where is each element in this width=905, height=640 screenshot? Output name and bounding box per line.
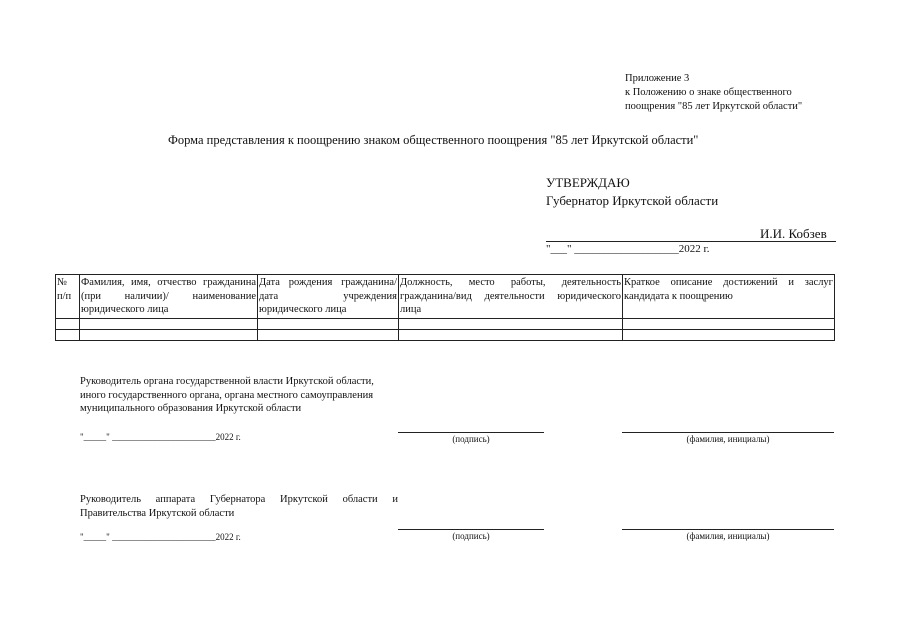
name-line: [622, 432, 834, 433]
name-caption: (фамилия, инициалы): [686, 531, 770, 541]
form-title: Форма представления к поощрению знаком общественного поощрения "85 лет Иркутской области": [168, 133, 699, 147]
header-birth-date: Дата рождения гражданина/ дата учреждения юридического лица: [258, 275, 399, 319]
nominee-table: [55, 274, 835, 341]
head-of-apparatus-text: Руководитель аппарата Губернатора Иркутской области и Правительства Иркутской области: [80, 494, 398, 519]
approve-word: УТВЕРЖДАЮ: [546, 175, 630, 190]
appendix-note: [625, 72, 802, 114]
signer-name: И.И. Кобзев: [760, 226, 827, 241]
header-position: Должность, место работы, деятельность гражданина/вид деятельности юридического лица: [399, 275, 623, 319]
name-line: [622, 529, 834, 530]
appendix-line-2: к Положению о знаке общественного: [625, 87, 792, 98]
table-header-row: [56, 275, 835, 319]
approval-signature-line: [546, 241, 836, 242]
appendix-line-1: Приложение 3: [625, 73, 690, 84]
table-row: [56, 329, 835, 340]
signature-line: [398, 432, 544, 433]
name-caption: (фамилия, инициалы): [686, 434, 770, 444]
signature-caption: (подпись): [452, 434, 490, 444]
head-of-authority-date: "_____" _______________________2022 г.: [80, 432, 241, 442]
approval-block: [546, 174, 718, 210]
approver-position: Губернатор Иркутской области: [546, 193, 719, 208]
header-achievements: Краткое описание достижений и заслуг кандидата к поощрению: [623, 275, 835, 319]
appendix-line-3: поощрения "85 лет Иркутской области": [625, 101, 803, 112]
signature-caption: (подпись): [452, 531, 490, 541]
header-number: № п/п: [56, 275, 80, 319]
table-row: [56, 318, 835, 329]
signature-line: [398, 529, 544, 530]
head-of-apparatus-date: "_____" _______________________2022 г.: [80, 532, 241, 542]
approval-date: "___" ___________________2022 г.: [546, 243, 710, 255]
head-of-authority-text: Руководитель органа государственной власти Иркутской области, иного государственного органа, органа местного самоуправления муниципального образования Иркутской области: [80, 376, 374, 414]
header-name: Фамилия, имя, отчество гражданина (при наличии)/ наименование юридического лица: [80, 275, 258, 319]
